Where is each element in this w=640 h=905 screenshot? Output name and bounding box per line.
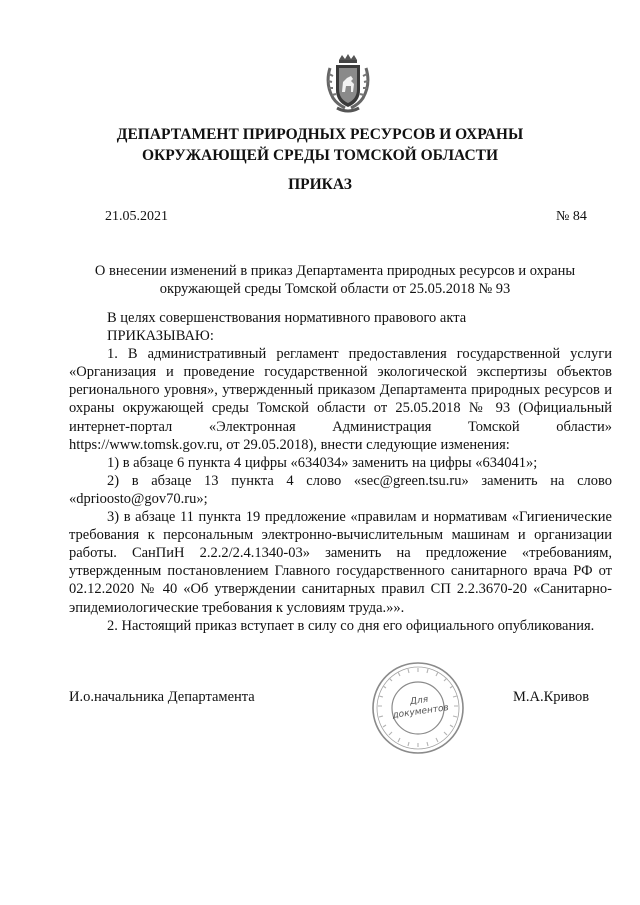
department-name-line1: ДЕПАРТАМЕНТ ПРИРОДНЫХ РЕСУРСОВ И ОХРАНЫ bbox=[116, 126, 524, 143]
document-type-title: ПРИКАЗ bbox=[288, 176, 352, 193]
order-word: ПРИКАЗЫВАЮ: bbox=[107, 328, 214, 345]
order-date: 21.05.2021 bbox=[105, 209, 168, 224]
clause-1-subitem-2: 2) в абзаце 13 пункта 4 слово «sec@green.tsu.ru» заменить на слово «dprioosto@gov70.ru»; bbox=[69, 472, 612, 507]
order-number: № 84 bbox=[556, 209, 587, 224]
signatory-name: М.А.Кривов bbox=[513, 689, 590, 705]
clause-1: 1. В административный регламент предоставления государственной услуги «Организация и проведение государственной экологической экспертизы объектов регионального уровня», утвержденный приказом Департамента природных ресурсов и охраны окружающей среды Томской области от 25.05.2018 № 93 (Официальный интернет-портал «Электронная Администрация Томской области» https://www.tomsk.gov.ru, от 29.05.2018), внести следующие изменения: bbox=[69, 346, 612, 453]
coat-of-arms-icon bbox=[325, 54, 371, 114]
preamble: В целях совершенствования нормативного правового акта bbox=[107, 310, 467, 326]
signatory-position: И.о.начальника Департамента bbox=[69, 689, 255, 705]
clause-2: 2. Настоящий приказ вступает в силу со дня его официального опубликования. bbox=[107, 617, 595, 634]
order-body bbox=[69, 309, 612, 635]
order-subject-line2: окружающей среды Томской области от 25.05.2018 № 93 bbox=[159, 281, 511, 297]
clause-1-subitem-3: 3) в абзаце 11 пункта 19 предложение «правилам и нормативам «Гигиенические требования к персональным электронно-вычислительным машинам и организации работы. СанПиН 2.2.2/2.4.1340-03» заменить на предложение «требованиям, утвержденным постановлением Главного государственного санитарного врача РФ от 02.12.2020 № 40 «Об утверждении санитарных правил СП 2.2.3670-20 «Санитарно-эпидемиологические требования к условиям труда.»». bbox=[69, 509, 612, 616]
department-name-line2: ОКРУЖАЮЩЕЙ СРЕДЫ ТОМСКОЙ ОБЛАСТИ bbox=[141, 147, 499, 164]
stamp-text: Для документов bbox=[391, 694, 450, 721]
clause-1-subitem-1: 1) в абзаце 6 пункта 4 цифры «634034» заменить на цифры «634041»; bbox=[107, 454, 538, 471]
order-subject-line1: О внесении изменений в приказ Департамента природных ресурсов и охраны bbox=[94, 263, 576, 279]
